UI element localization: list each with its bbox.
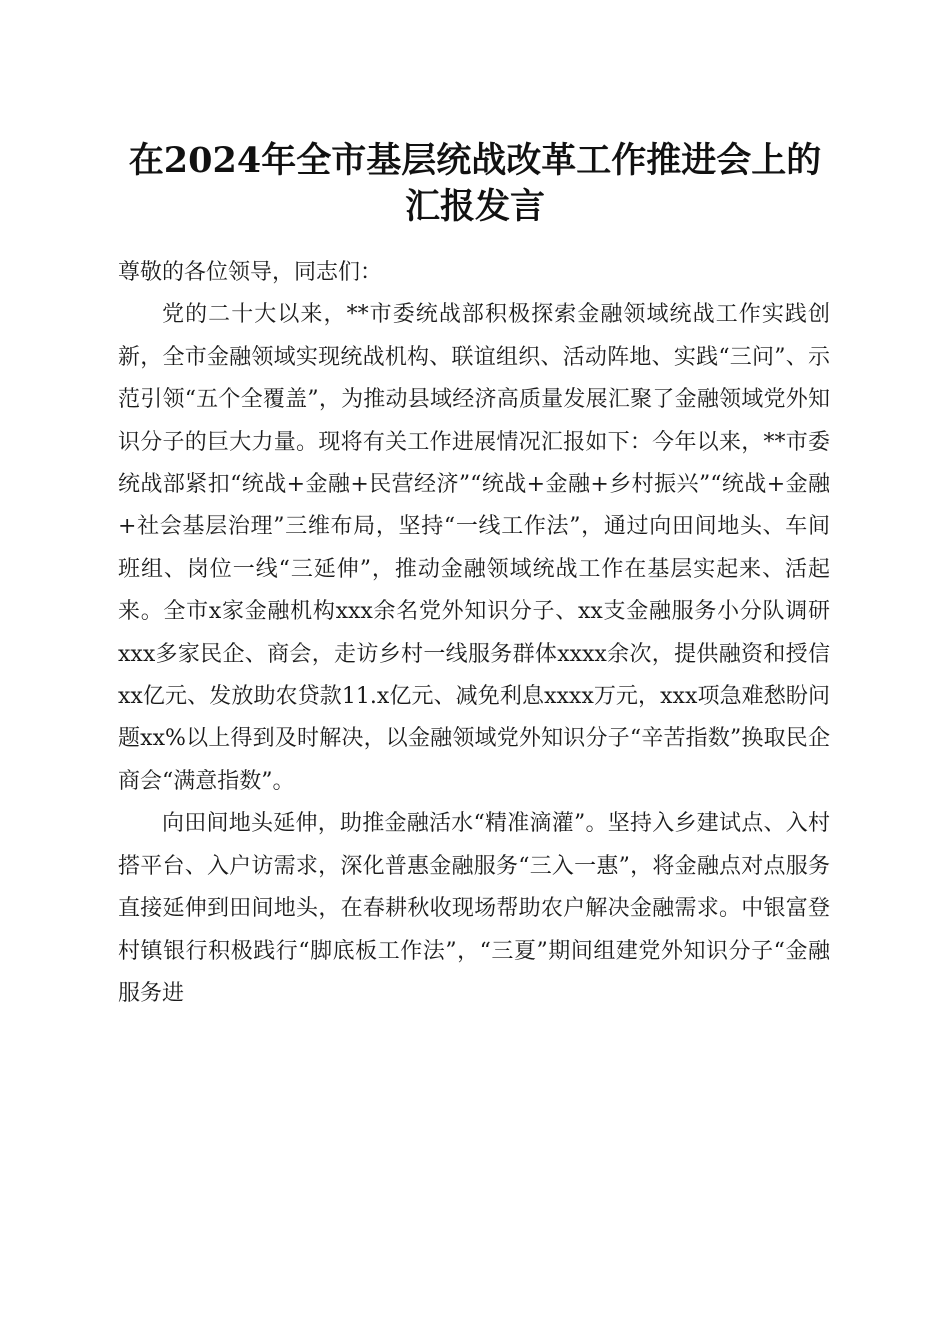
salutation: 尊敬的各位领导，同志们： [118, 260, 383, 285]
document-body [118, 252, 830, 1015]
paragraph-2: 向田间地头延伸，助推金融活水“精准滴灌”。坚持入乡建试点、入村搭平台、入户访需求，深化普惠金融服务“三入一惠”，将金融点对点服务直接延伸到田间地头，在春耕秋收现场帮助农户解决金融需求。中银富登村镇银行积极践行“脚底板工作法”，“三夏”期间组建党外知识分子“金融服务进 [118, 811, 830, 1006]
title-line-1: 在2024年全市基层统战改革工作推进会上的 [128, 140, 822, 181]
paragraph-1: 党的二十大以来，**市委统战部积极探索金融领域统战工作实践创新，全市金融领域实现统战机构、联谊组织、活动阵地、实践“三问”、示范引领“五个全覆盖”，为推动县域经济高质量发展汇聚了金融领域党外知识分子的巨大力量。现将有关工作进展情况汇报如下：今年以来，**市委统战部紧扣“统战+金融+民营经济”“统战+金融+乡村振兴”“统战+金融+社会基层治理”三维布局，坚持“一线工作法”，通过向田间地头、车间班组、岗位一线“三延伸”，推动金融领域统战工作在基层实起来、活起来。全市x家金融机构xxx余名党外知识分子、xx支金融服务小分队调研xxx多家民企、商会，走访乡村一线服务群体xxxx余次，提供融资和授信xx亿元、发放助农贷款11.x亿元、减免利息xxxx万元，xxx项急难愁盼问题xx%以上得到及时解决，以金融领域党外知识分子“辛苦指数”换取民企商会“满意指数”。 [118, 302, 830, 794]
title-line-2: 汇报发言 [404, 186, 545, 227]
page-title [100, 138, 850, 230]
